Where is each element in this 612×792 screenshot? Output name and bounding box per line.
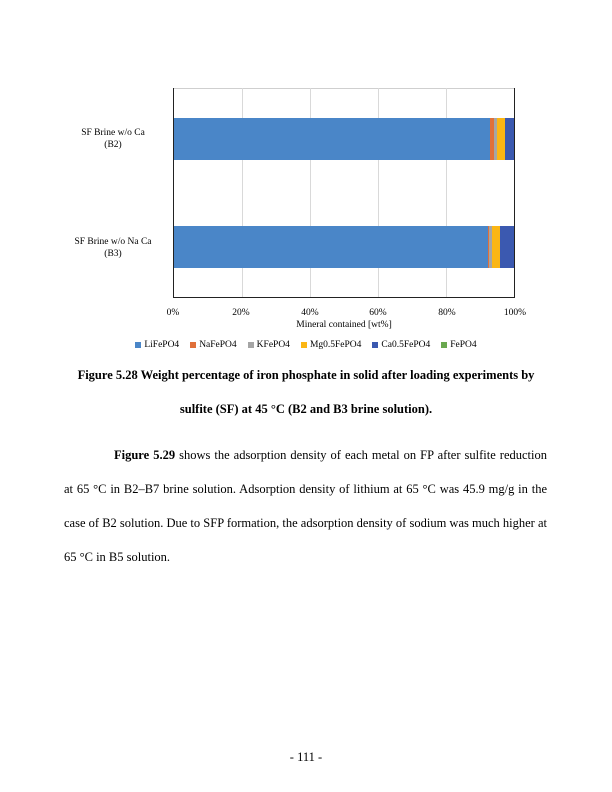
category-label-b3 — [58, 236, 168, 260]
x-tick-100: 100% — [503, 308, 527, 318]
legend-swatch-icon — [301, 342, 307, 348]
legend-swatch-icon — [190, 342, 196, 348]
category-label-b2 — [58, 127, 168, 151]
stacked-bar-chart — [0, 0, 612, 360]
legend-swatch-icon — [135, 342, 141, 348]
body-paragraph — [64, 438, 547, 574]
bar-segment-lifepo4 — [174, 226, 488, 268]
x-tick-40: 40% — [301, 308, 319, 318]
legend-swatch-icon — [248, 342, 254, 348]
legend-item — [372, 340, 430, 350]
legend-label: Ca0.5FePO4 — [381, 340, 431, 350]
caption-line1: Figure 5.28 Weight percentage of iron phosphate in solid after loading experiments by — [77, 368, 535, 382]
legend-item — [301, 340, 361, 350]
x-axis-label: Mineral contained [wt%] — [296, 320, 392, 330]
paragraph-text: shows the adsorption density of each metal on FP after sulfite reduction at 65 °C in B2–B7 brine solution. Adsorption density of lithium at 65 °C was 45.9 mg/g in the case of B2 solution. Due to SFP formation, the adsorption density of sodium was much higher at 65 °C in B5 solution. — [64, 448, 547, 564]
legend-swatch-icon — [372, 342, 378, 348]
bar-segment-lifepo4 — [174, 118, 490, 160]
category-label-line1: SF Brine w/o Na Ca — [74, 237, 152, 247]
legend-label: FePO4 — [450, 340, 477, 350]
category-label-line1: SF Brine w/o Ca — [81, 128, 145, 138]
x-tick-0: 0% — [166, 308, 180, 318]
plot-area — [173, 88, 515, 298]
caption-line2: sulfite (SF) at 45 °C (B2 and B3 brine solution). — [179, 402, 433, 416]
legend-item — [441, 340, 476, 350]
chart-legend — [0, 340, 612, 350]
legend-swatch-icon — [441, 342, 447, 348]
bar-b2 — [174, 118, 514, 160]
x-tick-60: 60% — [369, 308, 387, 318]
bar-segment-ca05fepo4 — [505, 118, 514, 160]
category-label-line2: (B2) — [104, 140, 122, 150]
bar-segment-mg05fepo4 — [497, 118, 505, 160]
x-tick-80: 80% — [438, 308, 456, 318]
page-number: - 111 - — [289, 750, 323, 764]
bar-segment-mg05fepo4 — [492, 226, 500, 268]
bar-b3 — [174, 226, 514, 268]
figure-reference: Figure 5.29 — [114, 448, 176, 462]
category-label-line2: (B3) — [104, 249, 122, 259]
legend-item — [248, 340, 290, 350]
legend-item — [190, 340, 236, 350]
x-tick-20: 20% — [232, 308, 250, 318]
figure-caption — [60, 358, 552, 426]
legend-label: Mg0.5FePO4 — [309, 340, 362, 350]
legend-item — [135, 340, 179, 350]
legend-label: LiFePO4 — [144, 340, 180, 350]
legend-label: NaFePO4 — [199, 340, 237, 350]
bar-segment-ca05fepo4 — [500, 226, 514, 268]
legend-label: KFePO4 — [256, 340, 290, 350]
